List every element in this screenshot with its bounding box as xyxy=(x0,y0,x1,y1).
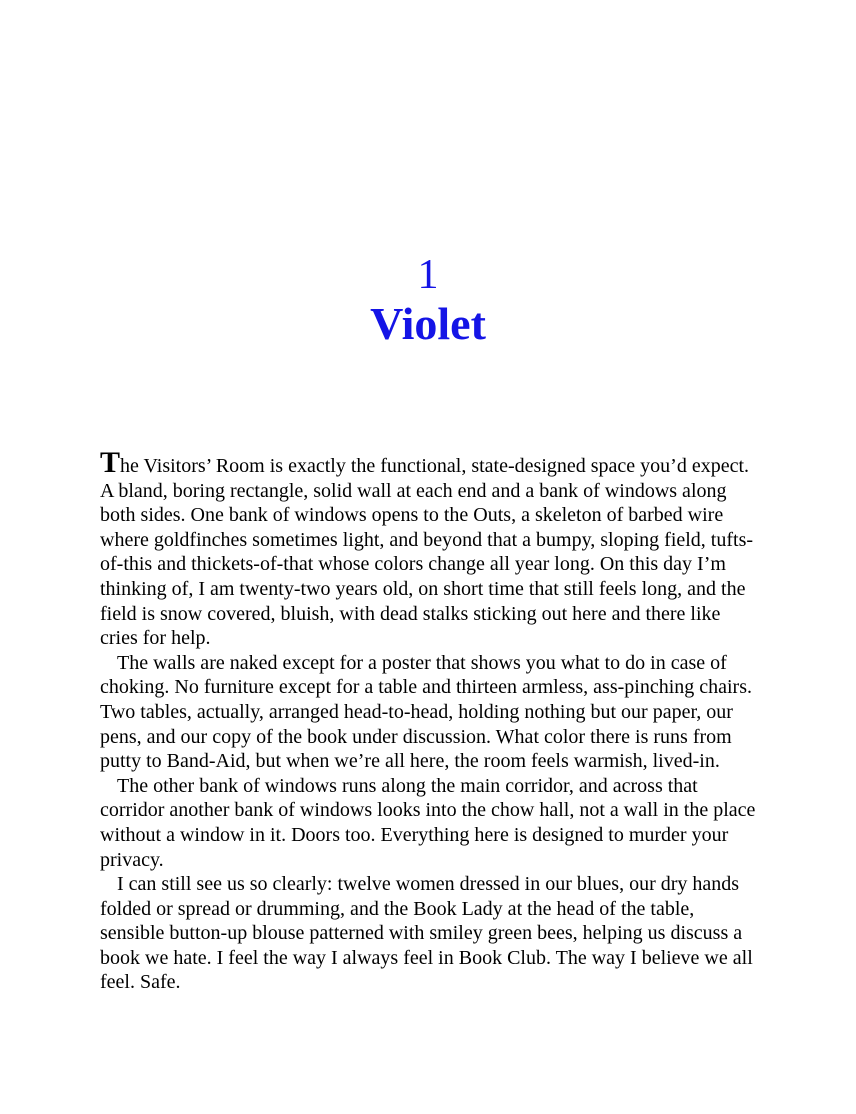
paragraph-text: he Visitors’ Room is exactly the functional, state-designed space you’d expect. A bland, boring rectangle, solid wall at each end and a bank of windows along both sides. One bank of windows opens to the Outs, a skeleton of barbed wire where goldfinches sometimes light, and beyond that a bumpy, sloping field, tufts-of-this and thickets-of-that whose colors change all year long. On this day I’m thinking of, I am twenty-two years old, on short time that still feels long, and the field is snow covered, bluish, with dead stalks sticking out here and there like cries for help. xyxy=(100,455,754,650)
chapter-body xyxy=(100,446,758,995)
paragraph: The walls are naked except for a poster that shows you what to do in case of choking. No furniture except for a table and thirteen armless, ass-pinching chairs. Two tables, actually, arranged head-to-head, holding nothing but our paper, our pens, and our copy of the book under discussion. What color there is runs from putty to Band-Aid, but when we’re all here, the room feels warmish, lived-in. xyxy=(100,651,753,773)
chapter-number: 1 xyxy=(417,252,439,298)
chapter-title: Violet xyxy=(370,298,486,349)
paragraph xyxy=(100,446,758,651)
paragraph: I can still see us so clearly: twelve women dressed in our blues, our dry hands folded or spread or drumming, and the Book Lady at the head of the table, sensible button-up blouse patterned with smiley green bees, helping us discuss a book we hate. I feel the way I always feel in Book Club. The way I believe we all feel. Safe. xyxy=(100,873,753,994)
drop-cap: T xyxy=(100,446,121,479)
paragraph: The other bank of windows runs along the main corridor, and across that corridor another bank of windows looks into the chow hall, not a wall in the place without a window in it. Doors too. Everything here is designed to murder your privacy. xyxy=(100,774,756,871)
